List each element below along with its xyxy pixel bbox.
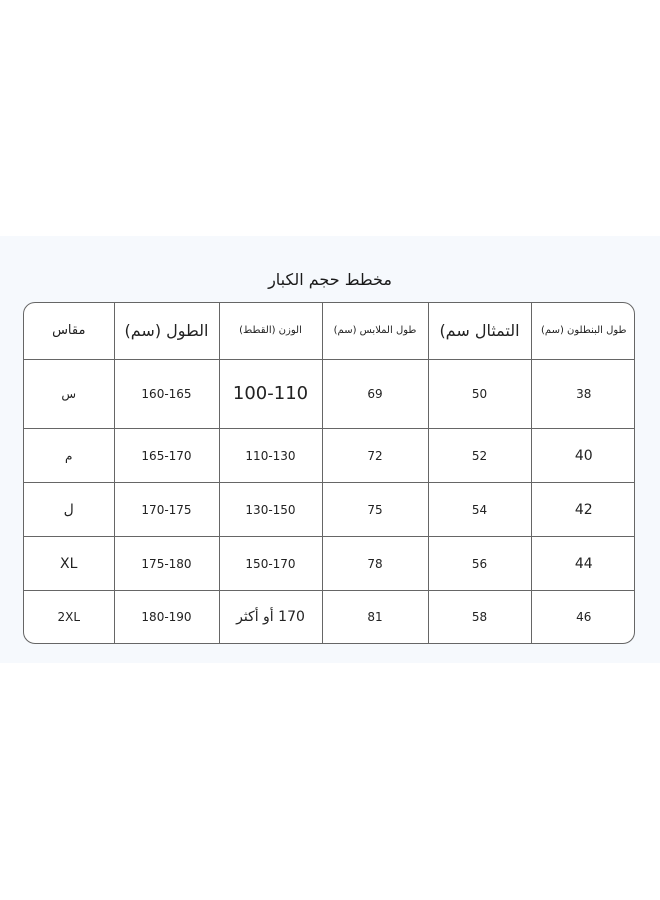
cell-size: م bbox=[24, 429, 114, 483]
cell-pants-length: 38 bbox=[531, 359, 635, 429]
table-row bbox=[24, 429, 635, 483]
cell-height: 165-170 bbox=[114, 429, 219, 483]
cell-bust: 58 bbox=[428, 591, 531, 643]
cell-clothes-length: 78 bbox=[322, 537, 428, 591]
table-row bbox=[24, 483, 635, 537]
table-row bbox=[24, 537, 635, 591]
cell-pants-length: 44 bbox=[531, 537, 635, 591]
cell-bust: 56 bbox=[428, 537, 531, 591]
table-row bbox=[24, 359, 635, 429]
cell-bust: 52 bbox=[428, 429, 531, 483]
cell-weight: 110-130 bbox=[219, 429, 322, 483]
cell-size: 2XL bbox=[24, 591, 114, 643]
table-header-row bbox=[24, 303, 635, 359]
cell-height: 160-165 bbox=[114, 359, 219, 429]
cell-clothes-length: 72 bbox=[322, 429, 428, 483]
cell-clothes-length: 75 bbox=[322, 483, 428, 537]
header-bust: التمثال سم) bbox=[428, 303, 531, 359]
header-weight: الوزن (القطط) bbox=[219, 303, 322, 359]
cell-height: 175-180 bbox=[114, 537, 219, 591]
cell-bust: 54 bbox=[428, 483, 531, 537]
header-clothes-length: طول الملابس (سم) bbox=[322, 303, 428, 359]
header-size: مقاس bbox=[24, 303, 114, 359]
cell-pants-length: 40 bbox=[531, 429, 635, 483]
size-table bbox=[24, 303, 635, 643]
cell-height: 170-175 bbox=[114, 483, 219, 537]
cell-size: XL bbox=[24, 537, 114, 591]
cell-clothes-length: 69 bbox=[322, 359, 428, 429]
header-pants-length: طول البنطلون (سم) bbox=[531, 303, 635, 359]
chart-title: مخطط حجم الكبار bbox=[268, 270, 392, 289]
cell-size: س bbox=[24, 359, 114, 429]
table-row bbox=[24, 591, 635, 643]
cell-bust: 50 bbox=[428, 359, 531, 429]
cell-pants-length: 46 bbox=[531, 591, 635, 643]
cell-clothes-length: 81 bbox=[322, 591, 428, 643]
cell-weight: 130-150 bbox=[219, 483, 322, 537]
cell-height: 180-190 bbox=[114, 591, 219, 643]
header-height: الطول (سم) bbox=[114, 303, 219, 359]
cell-weight: 170 أو أكثر bbox=[219, 591, 322, 643]
cell-weight: 100-110 bbox=[219, 359, 322, 429]
cell-weight: 150-170 bbox=[219, 537, 322, 591]
cell-size: ل bbox=[24, 483, 114, 537]
cell-pants-length: 42 bbox=[531, 483, 635, 537]
size-table-container bbox=[23, 302, 635, 644]
